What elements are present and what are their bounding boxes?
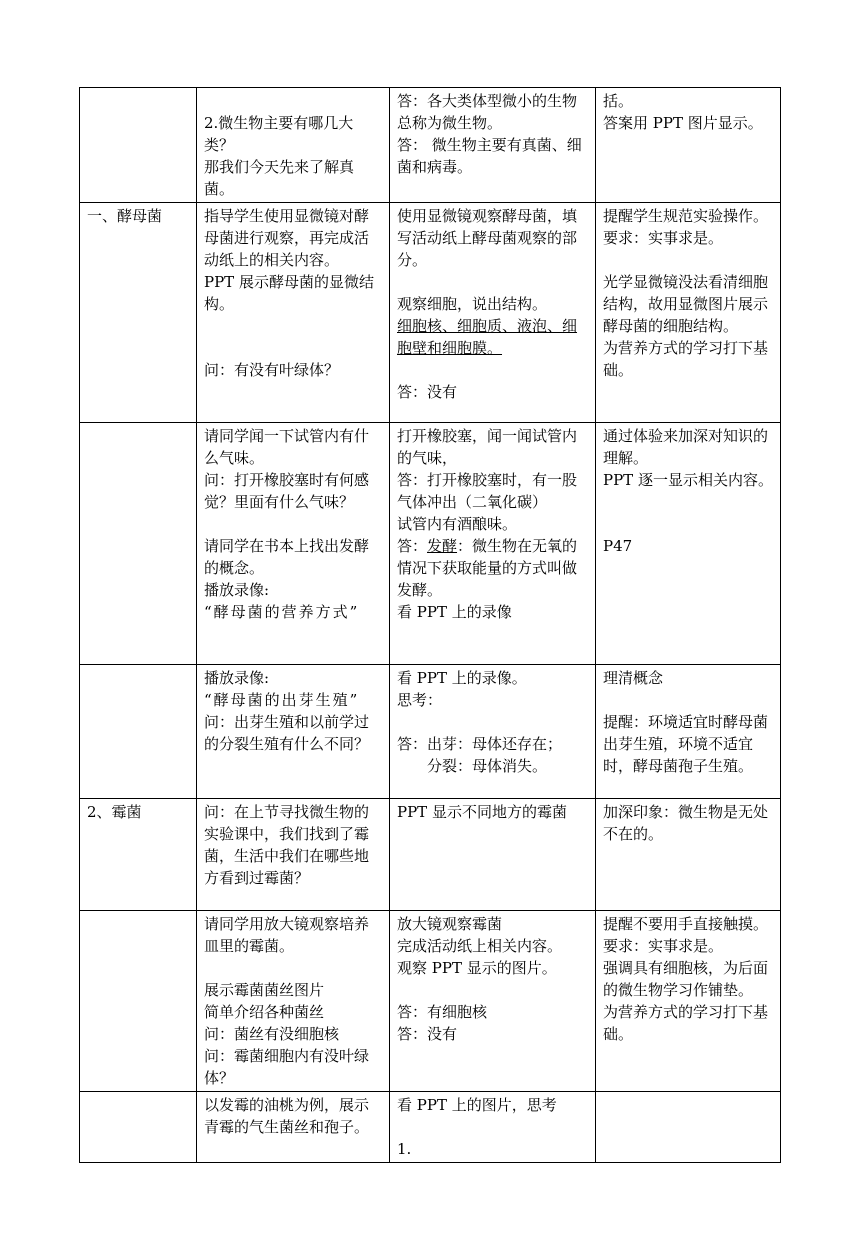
text-line: 播放录像: [204, 581, 270, 599]
text-line: 指导学生使用显微镜对酵母菌进行观察，再完成活动纸上的相关内容。 [204, 207, 370, 269]
text-line: 要求：实事求是。 [603, 937, 724, 955]
text-line: PPT 展示酵母菌的显微结构。 [204, 273, 374, 313]
text-line: 观察 PPT 显示的图片。 [397, 959, 557, 977]
topic-cell [80, 423, 197, 665]
text-line: PPT 显示不同地方的霉菌 [397, 803, 567, 821]
text-line: 答：没有 [397, 383, 458, 401]
text-line: 播放录像: [204, 669, 270, 687]
page-reference: P47 [603, 537, 633, 555]
text-line: 思考： [397, 691, 443, 709]
text-line: 简单介绍各种菌丝 [204, 1003, 325, 1021]
table-row [80, 423, 781, 665]
text-line: 答：各大类体型微小的生物总称为微生物。 [397, 92, 578, 132]
answer-prefix: 答： [397, 537, 428, 555]
text-line: 提醒学生规范实验操作。 [603, 207, 769, 225]
text-line: 光学显微镜没法看清细胞结构，故用显微图片展示酵母菌的细胞结构。 [603, 273, 769, 335]
table-row [80, 203, 781, 423]
text-line: 问：霉菌细胞内有没叶绿体？ [204, 1047, 370, 1087]
text-line: 请同学用放大镜观察培养皿里的霉菌。 [204, 915, 370, 955]
definition-line [397, 535, 589, 601]
table-row [80, 799, 781, 911]
text-line: 试管内有酒酿味。 [397, 515, 518, 533]
text-line: 那我们今天先来了解真菌。 [204, 158, 355, 198]
student-activity-cell [390, 665, 596, 799]
text-line: 答： 微生物主要有真菌、细菌和病毒。 [397, 136, 582, 176]
text-line: 问：在上节寻找微生物的实验课中，我们找到了霉菌，生活中我们在哪些地方看到过霉菌？ [204, 803, 370, 887]
text-line: 答：出芽：母体还存在； [397, 735, 563, 753]
design-intent-cell [596, 799, 781, 911]
text-line: 看 PPT 上的录像。 [397, 669, 527, 687]
text-line: 问：打开橡胶塞时有何感觉？里面有什么气味？ [204, 471, 370, 511]
text-line: 答：没有 [397, 1025, 458, 1043]
text-line: 问：出芽生殖和以前学过的分裂生殖有什么不同？ [204, 713, 370, 753]
teacher-activity-cell [197, 1092, 390, 1163]
student-activity-cell [390, 423, 596, 665]
text-line: 放大镜观察霉菌 [397, 915, 503, 933]
table-row [80, 1092, 781, 1163]
topic-cell [80, 88, 197, 203]
text-line: 为营养方式的学习打下基础。 [603, 1003, 769, 1043]
student-activity-cell [390, 911, 596, 1092]
definition-text: ：微生物在无氧的情况下获取能量的方式叫做发酵。 [397, 537, 578, 599]
text-line: “酵母菌的出芽生殖” [204, 691, 360, 709]
table-row [80, 911, 781, 1092]
teacher-activity-cell [197, 911, 390, 1092]
text-line: 加深印象：微生物是无处不在的。 [603, 803, 769, 843]
topic-cell [80, 1092, 197, 1163]
text-line: “酵母菌的营养方式” [204, 603, 360, 621]
text-line: 1. [397, 1140, 412, 1158]
text-line: 看 PPT 上的图片，思考 [397, 1096, 557, 1114]
text-line: 以发霉的油桃为例，展示青霉的气生菌丝和孢子。 [204, 1096, 370, 1136]
teacher-activity-cell [197, 88, 390, 203]
text-line: 答：打开橡胶塞时，有一股气体冲出（二氧化碳） [397, 471, 578, 511]
text-line: 问：有没有叶绿体？ [204, 361, 340, 379]
design-intent-cell [596, 911, 781, 1092]
text-line: 请同学闻一下试管内有什么气味。 [204, 427, 370, 467]
text-line: PPT 逐一显示相关内容。 [603, 471, 773, 489]
table-row [80, 665, 781, 799]
design-intent-cell [596, 665, 781, 799]
design-intent-cell [596, 203, 781, 423]
student-activity-cell [390, 203, 596, 423]
text-line: 问：菌丝有没细胞核 [204, 1025, 340, 1043]
topic-cell: 2、霉菌 [80, 799, 197, 911]
table-row [80, 88, 781, 203]
text-line: 观察细胞，说出结构。 [397, 295, 548, 313]
teacher-activity-cell [197, 203, 390, 423]
text-line: 答案用 PPT 图片显示。 [603, 114, 763, 132]
text-line: 为营养方式的学习打下基础。 [603, 339, 769, 379]
text-line: 完成活动纸上相关内容。 [397, 937, 563, 955]
student-activity-cell [390, 88, 596, 203]
text-line: 要求：实事求是。 [603, 229, 724, 247]
student-activity-cell [390, 1092, 596, 1163]
text-line: 2.微生物主要有哪几大类？ [204, 114, 354, 154]
text-line: 使用显微镜观察酵母菌，填写活动纸上酵母菌观察的部分。 [397, 207, 578, 269]
text-line: 分裂：母体消失。 [427, 757, 548, 775]
text-line: 提醒：环境适宜时酵母菌出芽生殖，环境不适宜时，酵母菌孢子生殖。 [603, 713, 769, 775]
text-line: 通过体验来加深对知识的理解。 [603, 427, 769, 467]
design-intent-cell [596, 88, 781, 203]
teacher-activity-cell [197, 665, 390, 799]
teacher-activity-cell [197, 799, 390, 911]
text-line: 打开橡胶塞，闻一闻试管内的气味， [397, 427, 578, 467]
text-line: 答：有细胞核 [397, 1003, 488, 1021]
text-line: 理清概念 [603, 669, 664, 687]
text-line: 提醒不要用手直接触摸。 [603, 915, 769, 933]
topic-cell [80, 911, 197, 1092]
text-line: 强调具有细胞核，为后面的微生物学习作铺垫。 [603, 959, 769, 999]
text-line: 看 PPT 上的录像 [397, 603, 512, 621]
lesson-plan-table [79, 87, 781, 1163]
teacher-activity-cell [197, 423, 390, 665]
design-intent-cell [596, 1092, 781, 1163]
topic-cell: 一、酵母菌 [80, 203, 197, 423]
student-activity-cell [390, 799, 596, 911]
text-line: 请同学在书本上找出发酵的概念。 [204, 537, 370, 577]
design-intent-cell [596, 423, 781, 665]
topic-cell [80, 665, 197, 799]
text-line: 括。 [603, 92, 634, 110]
text-line: 展示霉菌菌丝图片 [204, 981, 325, 999]
underlined-answer: 细胞核、细胞质、液泡、细胞壁和细胞膜。 [397, 317, 578, 357]
underlined-term: 发酵 [427, 537, 458, 555]
